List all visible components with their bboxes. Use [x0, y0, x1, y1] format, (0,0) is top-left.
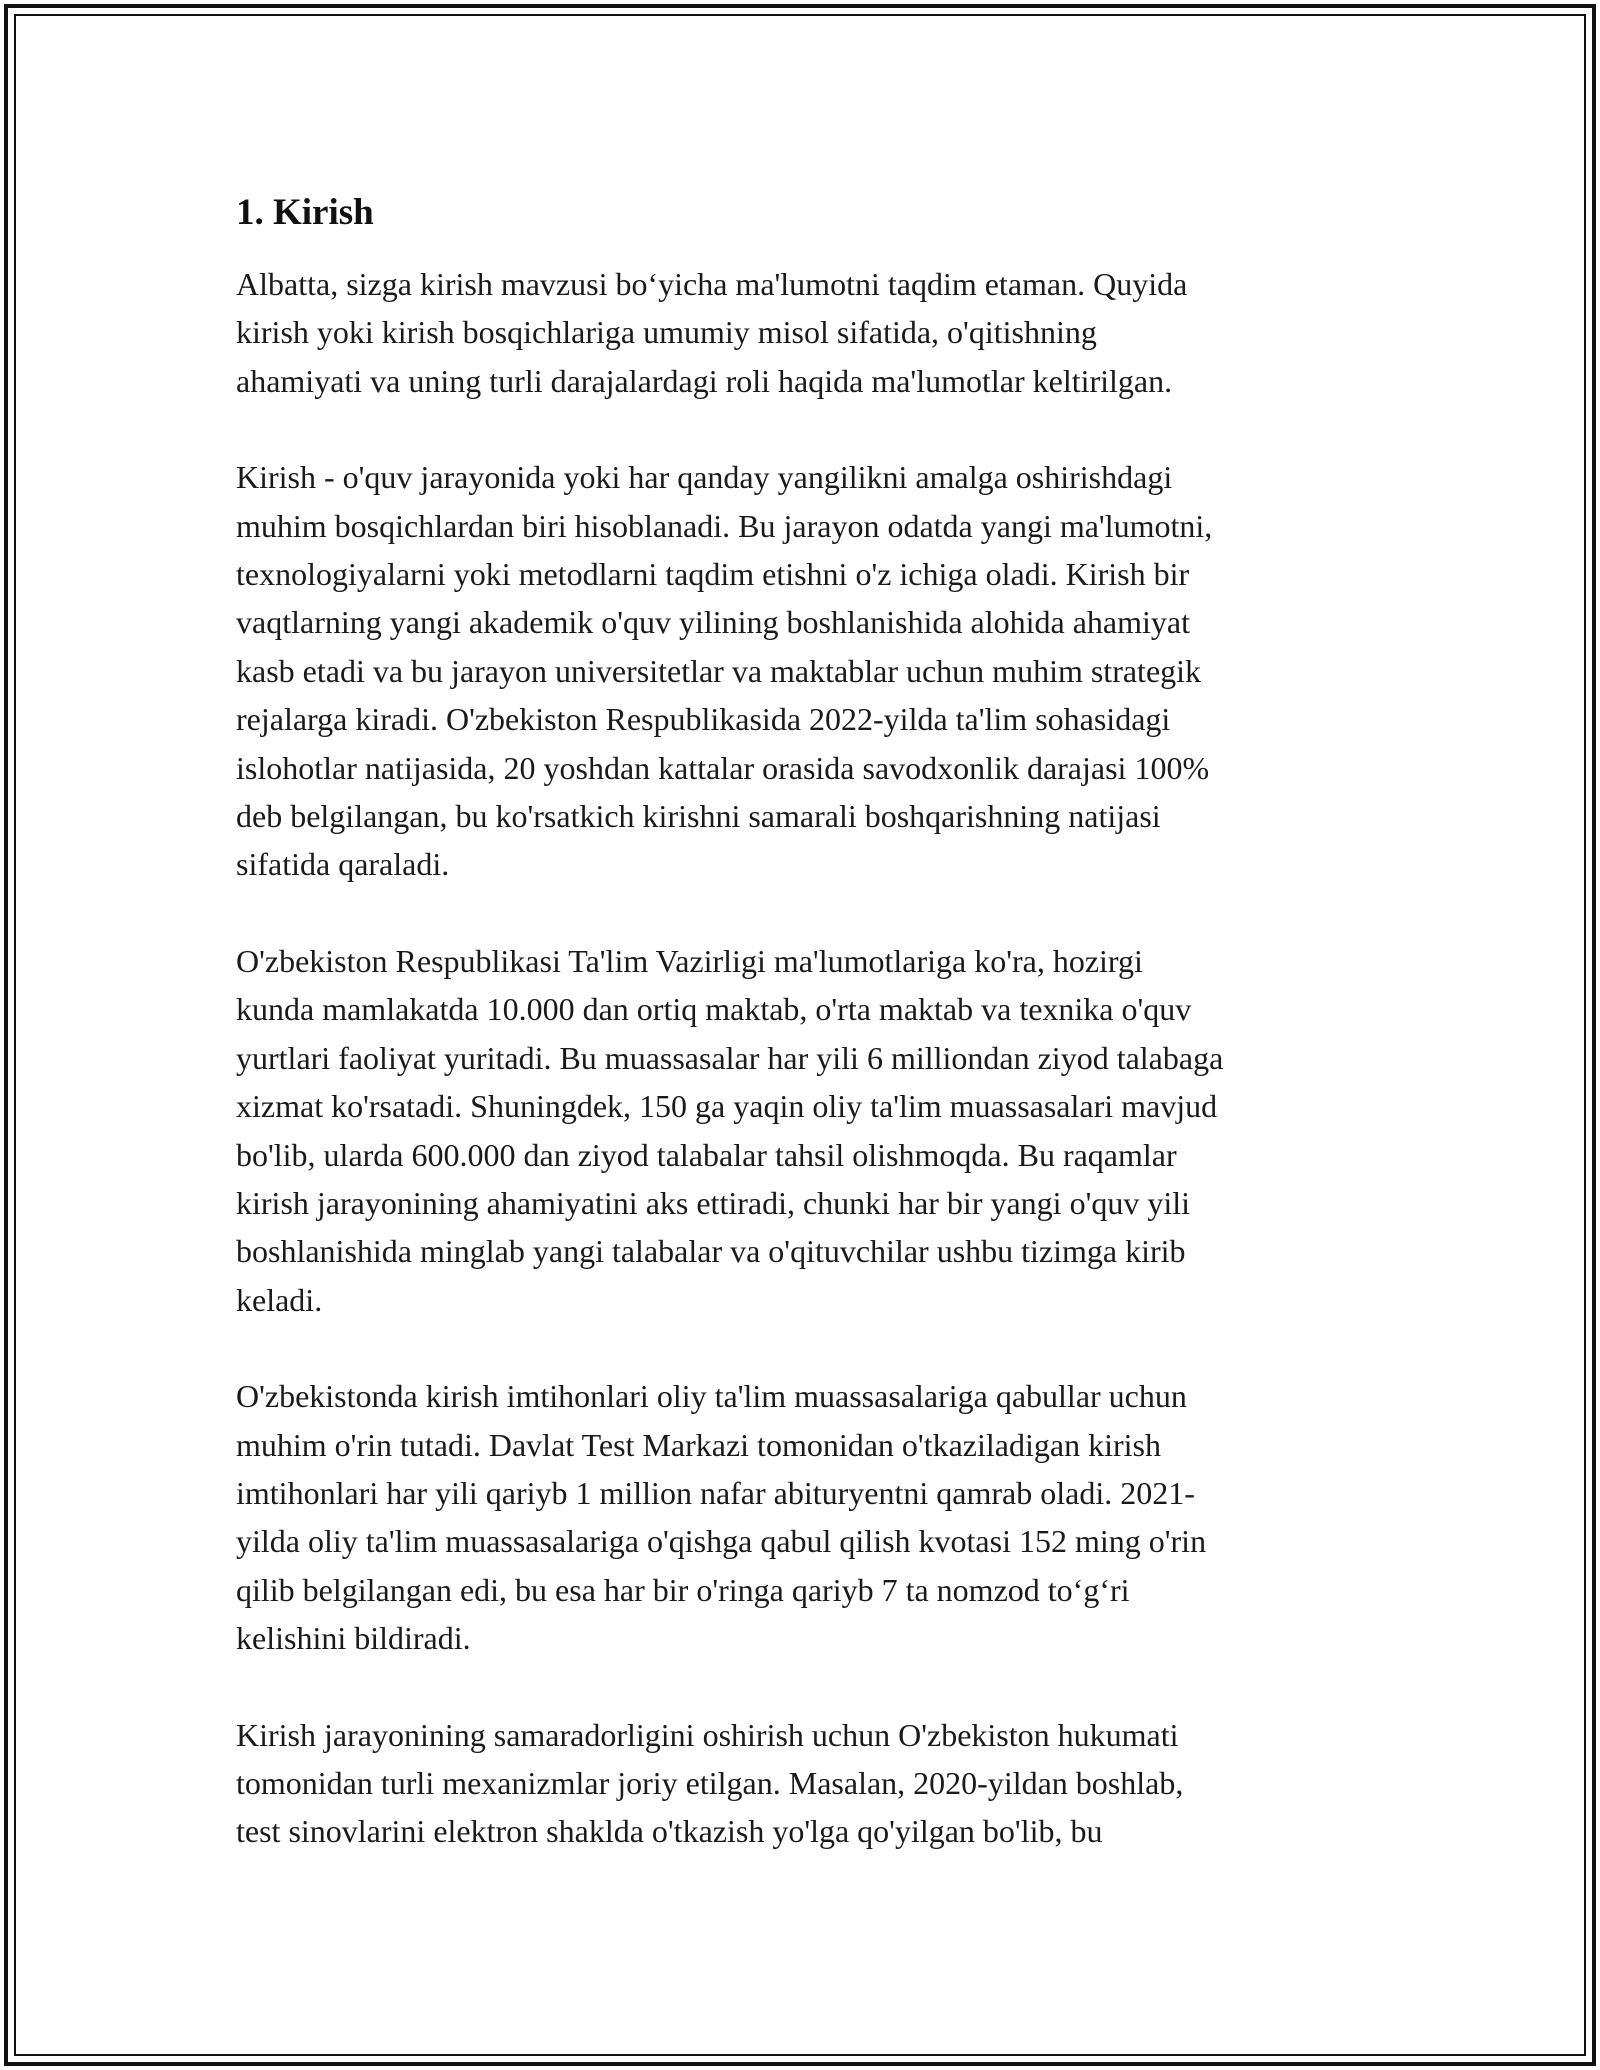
text-line: keladi. — [236, 1281, 323, 1318]
text-line: muhim bosqichlardan biri hisoblanadi. Bu jarayon odatda yangi ma'lumotni, — [236, 507, 1213, 544]
text-line: Albatta, sizga kirish mavzusi bo‘yicha ma'lumotni taqdim etaman. Quyida — [236, 266, 1188, 302]
text-line: kirish jarayonining ahamiyatini aks ettiradi, chunki har bir yangi o'quv yili — [236, 1184, 1190, 1221]
text-line: xizmat ko'rsatadi. Shuningdek, 150 ga yaqin oliy ta'lim muassasalari mavjud — [236, 1088, 1218, 1125]
paragraph-4 — [236, 1372, 1386, 1662]
paragraph-1 — [236, 260, 1386, 405]
text-line: rejalarga kiradi. O'zbekiston Respublikasida 2022-yilda ta'lim sohasidagi — [236, 701, 1171, 738]
text-line: kunda mamlakatda 10.000 dan ortiq maktab, o'rta maktab va texnika o'quv — [236, 991, 1192, 1028]
text-line: muhim o'rin tutadi. Davlat Test Markazi tomonidan o'tkaziladigan kirish — [236, 1426, 1161, 1463]
text-line: kasb etadi va bu jarayon universitetlar va maktablar uchun muhim strategik — [236, 652, 1202, 689]
paragraph-2 — [236, 453, 1386, 889]
text-line: texnologiyalarni yoki metodlarni taqdim etishni o'z ichiga oladi. Kirish bir — [236, 556, 1190, 593]
text-line: sifatida qaraladi. — [236, 846, 450, 883]
section-heading: 1. Kirish — [236, 192, 374, 233]
text-line: Kirish jarayonining samaradorligini oshirish uchun O'zbekiston hukumati — [236, 1716, 1179, 1753]
text-line: boshlanishida minglab yangi talabalar va o'qituvchilar ushbu tizimga kirib — [236, 1233, 1186, 1270]
text-line: yilda oliy ta'lim muassasalariga o'qishga qabul qilish kvotasi 152 ming o'rin — [236, 1523, 1207, 1560]
text-line: O'zbekistonda kirish imtihonlari oliy ta'lim muassasalariga qabullar uchun — [236, 1378, 1187, 1415]
paragraph-5 — [236, 1711, 1386, 1856]
text-line: test sinovlarini elektron shaklda o'tkazish yo'lga qo'yilgan bo'lib, bu — [236, 1813, 1103, 1850]
text-line: qilib belgilangan edi, bu esa har bir o'ringa qariyb 7 ta nomzod to‘g‘ri — [236, 1571, 1130, 1608]
text-line: imtihonlari har yili qariyb 1 million nafar abituryentni qamrab oladi. 2021- — [236, 1474, 1195, 1511]
text-line: Kirish - o'quv jarayonida yoki har qanday yangilikni amalga oshirishdagi — [236, 459, 1173, 496]
text-line: O'zbekiston Respublikasi Ta'lim Vazirligi ma'lumotlariga ko'ra, hozirgi — [236, 942, 1143, 979]
text-line: kirish yoki kirish bosqichlariga umumiy misol sifatida, o'qitishning — [236, 314, 1097, 351]
text-line: deb belgilangan, bu ko'rsatkich kirishni samarali boshqarishning natijasi — [236, 798, 1161, 835]
text-line: tomonidan turli mexanizmlar joriy etilgan. Masalan, 2020-yildan boshlab, — [236, 1764, 1184, 1801]
text-line: ahamiyati va uning turli darajalardagi roli haqida ma'lumotlar keltirilgan. — [236, 362, 1173, 399]
paragraph-3 — [236, 937, 1386, 1324]
document-body — [236, 186, 1386, 1904]
text-line: vaqtlarning yangi akademik o'quv yilining boshlanishida alohida ahamiyat — [236, 604, 1190, 641]
text-line: kelishini bildiradi. — [236, 1620, 471, 1657]
text-line: bo'lib, ularda 600.000 dan ziyod talabalar tahsil olishmoqda. Bu raqamlar — [236, 1136, 1177, 1173]
text-line: yurtlari faoliyat yuritadi. Bu muassasalar har yili 6 milliondan ziyod talabaga — [236, 1039, 1224, 1076]
text-line: islohotlar natijasida, 20 yoshdan kattalar orasida savodxonlik darajasi 100% — [236, 749, 1210, 786]
